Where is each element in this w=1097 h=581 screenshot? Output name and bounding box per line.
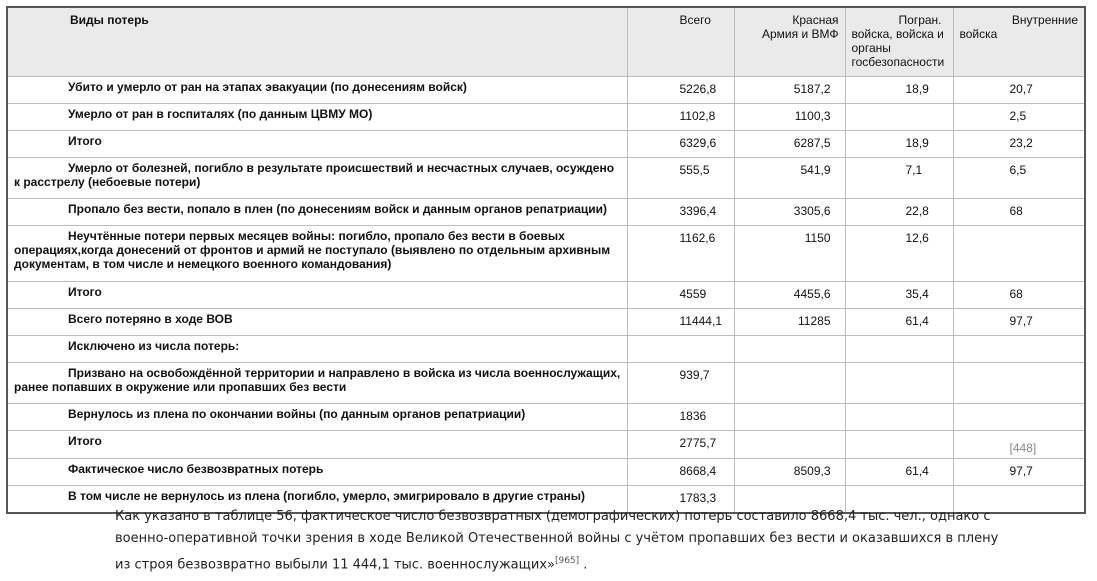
row-label: Итого [7,282,627,309]
cell-total: 4559 [627,282,734,309]
cell-army: 1150 [734,226,845,282]
header-border-line2: войска, войска и [851,27,944,41]
cell-total: 1102,8 [627,104,734,131]
cell-total: 3396,4 [627,199,734,226]
row-label: Итого [7,431,627,459]
cell-total: 1783,3 [627,486,734,514]
cell-border [845,104,953,131]
row-label: Призвано на освобождённой территории и направлено в войска из числа военнослужащих, ранее попавших в окружение или пропавших без вести [7,363,627,404]
cell-internal [953,363,1085,404]
cell-internal: 6,5 [953,158,1085,199]
row-label: Убито и умерло от ран на этапах эвакуации (по донесениям войск) [7,77,627,104]
summary-tail: . [579,557,588,573]
header-border-troops [845,7,953,77]
cell-total: 1836 [627,404,734,431]
header-border-line1: Погран. [898,13,942,27]
summary-text: Как указано в таблице 56, фактическое число безвозвратных (демографических) потерь составило 8668,4 тыс. чел., однако с военно-оперативной точки зрения в ходе Великой Отечественной войны с учётом пропавших без вести и оказавшихся в плену из строя безвозвратно выбыли 11 444,1 тыс. военнослужащих» [115,509,999,573]
cell-border: 61,4 [845,309,953,336]
table-row [7,336,1085,363]
cell-internal [953,404,1085,431]
header-border-line3: органы [851,41,891,55]
row-label: Неучтённые потери первых месяцев войны: погибло, пропало без вести в боевых операциях,когда донесений от фронтов и армий не поступало (выявлено по отдельным архивным документам, в том числе и немецкого военного командования) [7,226,627,282]
cell-army [734,363,845,404]
cell-border: 12,6 [845,226,953,282]
cell-total: 5226,8 [627,77,734,104]
cell-total: 8668,4 [627,459,734,486]
cell-border: 61,4 [845,459,953,486]
cell-internal: 68 [953,199,1085,226]
cell-total: 11444,1 [627,309,734,336]
cell-total: 939,7 [627,363,734,404]
cell-internal: 23,2 [953,131,1085,158]
cell-border [845,363,953,404]
row-label: Умерло от ран в госпиталях (по данным ЦВМУ МО) [7,104,627,131]
row-label: В том числе не вернулось из плена (погибло, умерло, эмигрировало в другие страны) [7,486,627,514]
cell-total: 1162,6 [627,226,734,282]
cell-border: 35,4 [845,282,953,309]
cell-army: 4455,6 [734,282,845,309]
cell-internal: 97,7 [953,459,1085,486]
table-row [7,77,1085,104]
row-label: Фактическое число безвозвратных потерь [7,459,627,486]
row-label: Вернулось из плена по окончании войны (по данным органов репатриации) [7,404,627,431]
header-red-army [734,7,845,77]
cell-army: 1100,3 [734,104,845,131]
header-internal-troops [953,7,1085,77]
table-row [7,131,1085,158]
table-row [7,459,1085,486]
cell-army: 5187,2 [734,77,845,104]
cell-army: 11285 [734,309,845,336]
table-row [7,404,1085,431]
cell-army: 3305,6 [734,199,845,226]
summary-paragraph [115,506,1015,576]
table-row [7,104,1085,131]
table-row [7,309,1085,336]
cell-army: 8509,3 [734,459,845,486]
header-border-line4: госбезопасности [851,55,945,69]
cell-total [627,336,734,363]
cell-border: 18,9 [845,77,953,104]
cell-border [845,431,953,459]
row-label: Итого [7,131,627,158]
cell-total: 6329,6 [627,131,734,158]
cell-army: 6287,5 [734,131,845,158]
cell-total: 2775,7 [627,431,734,459]
losses-table [6,6,1086,514]
table-row [7,282,1085,309]
table-row [7,226,1085,282]
header-total: Всего [627,7,734,77]
cell-total: 555,5 [627,158,734,199]
row-label: Исключено из числа потерь: [7,336,627,363]
header-red-army-line2: Армия и ВМФ [762,27,839,41]
cell-internal [953,226,1085,282]
header-red-army-line1: Красная [792,13,839,27]
table-header-row [7,7,1085,77]
footnote-ref-965[interactable]: [965] [554,556,580,566]
header-internal-line2: войска [959,27,998,41]
table-row [7,431,1085,459]
row-label: Умерло от болезней, погибло в результате происшествий и несчастных случаев, осуждено к расстрелу (небоевые потери) [7,158,627,199]
row-label: Всего потеряно в ходе ВОВ [7,309,627,336]
table-row [7,158,1085,199]
header-internal-line1: Внутренние [1011,13,1078,27]
row-label: Пропало без вести, попало в плен (по донесениям войск и данным органов репатриации) [7,199,627,226]
cell-border: 22,8 [845,199,953,226]
cell-army [734,404,845,431]
cell-army [734,431,845,459]
cell-internal [953,336,1085,363]
cell-internal: 97,7 [953,309,1085,336]
cell-border [845,404,953,431]
cell-army [734,336,845,363]
cell-border [845,336,953,363]
cell-border: 7,1 [845,158,953,199]
header-loss-types: Виды потерь [7,7,627,77]
cell-internal: 2,5 [953,104,1085,131]
table-row [7,199,1085,226]
cell-border: 18,9 [845,131,953,158]
table-row [7,363,1085,404]
reference-link-448[interactable]: [448] [953,431,1085,459]
cell-internal: 20,7 [953,77,1085,104]
cell-internal: 68 [953,282,1085,309]
cell-army: 541,9 [734,158,845,199]
